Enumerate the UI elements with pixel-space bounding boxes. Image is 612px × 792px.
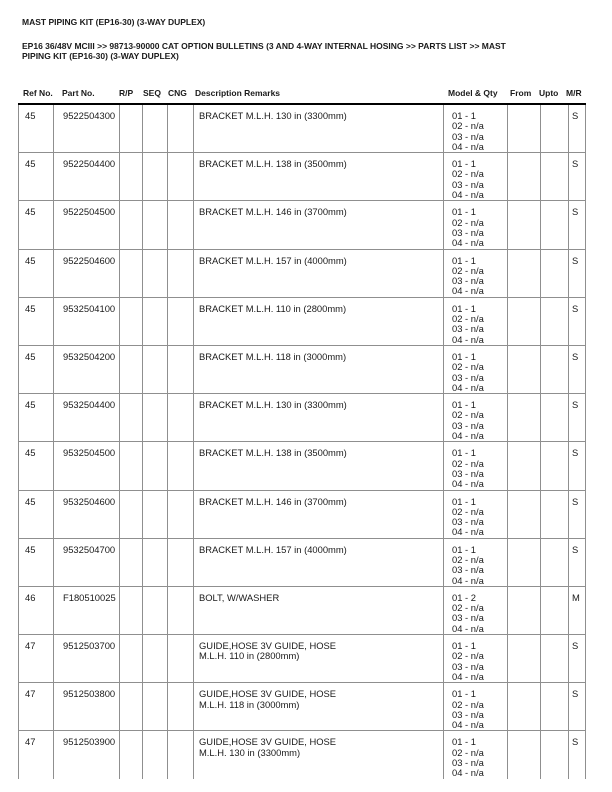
ref-no-cell: 45 xyxy=(19,201,54,249)
ref-no-cell: 47 xyxy=(19,635,54,683)
rp-cell xyxy=(120,635,143,683)
description-cell xyxy=(194,153,444,201)
from-cell xyxy=(508,490,541,538)
seq-cell xyxy=(143,345,168,393)
ref-no-cell: 45 xyxy=(19,490,54,538)
mr-cell: S xyxy=(569,683,586,731)
rp-cell xyxy=(120,683,143,731)
model-qty-cell xyxy=(444,297,508,345)
model-qty-cell xyxy=(444,635,508,683)
from-cell xyxy=(508,442,541,490)
model-qty-line: 01 - 1 xyxy=(452,350,476,362)
part-no-cell: 9522504400 xyxy=(54,153,120,201)
ref-no-cell: 45 xyxy=(19,104,54,153)
description-line: GUIDE,HOSE 3V GUIDE, HOSE xyxy=(199,736,337,748)
table-row xyxy=(19,683,586,731)
model-qty-line: 01 - 1 xyxy=(452,254,476,266)
description-cell xyxy=(194,586,444,634)
model-qty-line: 04 - n/a xyxy=(452,237,484,249)
cng-cell xyxy=(168,586,194,634)
parts-table xyxy=(18,103,586,779)
rp-cell xyxy=(120,731,143,779)
model-qty-line: 03 - n/a xyxy=(452,275,484,287)
from-cell xyxy=(508,538,541,586)
model-qty-line: 04 - n/a xyxy=(452,381,484,393)
model-qty-line: 03 - n/a xyxy=(452,226,484,238)
column-header-rp: R/P xyxy=(119,88,134,98)
cng-cell xyxy=(168,201,194,249)
description-cell xyxy=(194,201,444,249)
model-qty-cell xyxy=(444,153,508,201)
upto-cell xyxy=(541,442,569,490)
part-no-cell: 9512503700 xyxy=(54,635,120,683)
model-qty-line: 04 - n/a xyxy=(452,333,484,345)
ref-no-cell: 45 xyxy=(19,153,54,201)
description-cell xyxy=(194,731,444,779)
model-qty-line: 03 - n/a xyxy=(452,419,484,431)
mr-cell: M xyxy=(569,586,586,634)
cng-cell xyxy=(168,297,194,345)
description-line: BRACKET M.L.H. 130 in (3300mm) xyxy=(199,110,347,121)
part-no-cell: 9532504400 xyxy=(54,394,120,442)
model-qty-line: 04 - n/a xyxy=(452,478,484,490)
model-qty-line: 03 - n/a xyxy=(452,467,484,479)
model-qty-line: 02 - n/a xyxy=(452,313,484,325)
description-cell xyxy=(194,249,444,297)
upto-cell xyxy=(541,297,569,345)
from-cell xyxy=(508,153,541,201)
model-qty-line: 02 - n/a xyxy=(452,120,484,132)
seq-cell xyxy=(143,538,168,586)
description-cell xyxy=(194,683,444,731)
column-header-description: Description Remarks xyxy=(195,88,281,98)
description-cell xyxy=(194,297,444,345)
part-no-cell: 9532504600 xyxy=(54,490,120,538)
part-no-cell: 9532504500 xyxy=(54,442,120,490)
mr-cell: S xyxy=(569,490,586,538)
description-line: BRACKET M.L.H. 157 in (4000mm) xyxy=(199,543,347,555)
from-cell xyxy=(508,249,541,297)
model-qty-line: 04 - n/a xyxy=(452,430,484,442)
table-row xyxy=(19,201,586,249)
model-qty-line: 02 - n/a xyxy=(452,505,484,517)
model-qty-line: 04 - n/a xyxy=(452,189,484,201)
model-qty-line: 04 - n/a xyxy=(452,140,484,152)
model-qty-cell xyxy=(444,490,508,538)
model-qty-line: 03 - n/a xyxy=(452,323,484,335)
upto-cell xyxy=(541,683,569,731)
table-row xyxy=(19,345,586,393)
description-line: M.L.H. 110 in (2800mm) xyxy=(199,650,300,662)
from-cell xyxy=(508,297,541,345)
description-line: GUIDE,HOSE 3V GUIDE, HOSE xyxy=(199,640,337,652)
model-qty-line: 03 - n/a xyxy=(452,757,484,769)
part-no-cell: 9512503900 xyxy=(54,731,120,779)
page-title: MAST PIPING KIT (EP16-30) (3-WAY DUPLEX) xyxy=(22,17,206,27)
model-qty-line: 01 - 1 xyxy=(452,688,476,700)
cng-cell xyxy=(168,731,194,779)
seq-cell xyxy=(143,153,168,201)
description-cell xyxy=(194,635,444,683)
rp-cell xyxy=(120,586,143,634)
cng-cell xyxy=(168,538,194,586)
model-qty-cell xyxy=(444,538,508,586)
model-qty-line: 02 - n/a xyxy=(452,698,484,710)
description-cell xyxy=(194,104,444,153)
column-header-mr: M/R xyxy=(566,88,582,98)
description-line: GUIDE,HOSE 3V GUIDE, HOSE xyxy=(199,688,337,700)
upto-cell xyxy=(541,201,569,249)
model-qty-cell xyxy=(444,442,508,490)
model-qty-cell xyxy=(444,683,508,731)
ref-no-cell: 47 xyxy=(19,731,54,779)
description-line: M.L.H. 130 in (3300mm) xyxy=(199,746,301,758)
mr-cell: S xyxy=(569,345,586,393)
cng-cell xyxy=(168,490,194,538)
model-qty-line: 01 - 1 xyxy=(452,543,476,555)
model-qty-line: 04 - n/a xyxy=(452,622,484,634)
rp-cell xyxy=(120,538,143,586)
from-cell xyxy=(508,104,541,153)
model-qty-line: 01 - 1 xyxy=(452,110,476,121)
upto-cell xyxy=(541,104,569,153)
model-qty-line: 03 - n/a xyxy=(452,371,484,383)
description-cell xyxy=(194,394,444,442)
column-header-ref-no: Ref No. xyxy=(23,88,53,98)
cng-cell xyxy=(168,104,194,153)
model-qty-line: 02 - n/a xyxy=(452,216,484,228)
ref-no-cell: 45 xyxy=(19,538,54,586)
ref-no-cell: 45 xyxy=(19,297,54,345)
upto-cell xyxy=(541,394,569,442)
model-qty-line: 02 - n/a xyxy=(452,602,484,614)
description-line: BRACKET M.L.H. 146 in (3700mm) xyxy=(199,495,347,507)
description-line: BRACKET M.L.H. 110 in (2800mm) xyxy=(199,302,347,314)
rp-cell xyxy=(120,394,143,442)
seq-cell xyxy=(143,249,168,297)
table-row xyxy=(19,490,586,538)
model-qty-line: 01 - 2 xyxy=(452,591,476,603)
upto-cell xyxy=(541,635,569,683)
table-row xyxy=(19,394,586,442)
model-qty-line: 03 - n/a xyxy=(452,660,484,672)
model-qty-line: 04 - n/a xyxy=(452,767,484,779)
seq-cell xyxy=(143,201,168,249)
model-qty-line: 04 - n/a xyxy=(452,719,484,731)
part-no-cell: 9512503800 xyxy=(54,683,120,731)
model-qty-line: 02 - n/a xyxy=(452,457,484,469)
description-line: BRACKET M.L.H. 157 in (4000mm) xyxy=(199,254,347,266)
seq-cell xyxy=(143,490,168,538)
mr-cell: S xyxy=(569,538,586,586)
table-row xyxy=(19,586,586,634)
description-line: BOLT, W/WASHER xyxy=(199,591,280,603)
description-cell xyxy=(194,442,444,490)
cng-cell xyxy=(168,683,194,731)
mr-cell: S xyxy=(569,394,586,442)
mr-cell: S xyxy=(569,153,586,201)
model-qty-cell xyxy=(444,586,508,634)
seq-cell xyxy=(143,683,168,731)
upto-cell xyxy=(541,249,569,297)
upto-cell xyxy=(541,538,569,586)
from-cell xyxy=(508,635,541,683)
table-row xyxy=(19,297,586,345)
column-header-model-qty: Model & Qty xyxy=(448,88,498,98)
mr-cell: S xyxy=(569,635,586,683)
description-cell xyxy=(194,490,444,538)
model-qty-cell xyxy=(444,201,508,249)
ref-no-cell: 45 xyxy=(19,249,54,297)
part-no-cell: F180510025 xyxy=(54,586,120,634)
rp-cell xyxy=(120,442,143,490)
rp-cell xyxy=(120,201,143,249)
from-cell xyxy=(508,201,541,249)
cng-cell xyxy=(168,635,194,683)
description-line: BRACKET M.L.H. 146 in (3700mm) xyxy=(199,206,347,218)
seq-cell xyxy=(143,635,168,683)
breadcrumb: EP16 36/48V MCIII >> 98713-90000 CAT OPTION BULLETINS (3 AND 4-WAY INTERNAL HOSING >> PARTS LIST >> MAST PIPING KIT (EP16-30) (3-WAY DUPLEX) xyxy=(22,41,506,62)
description-line: BRACKET M.L.H. 118 in (3000mm) xyxy=(199,350,347,362)
table-row xyxy=(19,104,586,153)
ref-no-cell: 45 xyxy=(19,442,54,490)
model-qty-cell xyxy=(444,345,508,393)
model-qty-line: 02 - n/a xyxy=(452,650,484,662)
cng-cell xyxy=(168,249,194,297)
table-row xyxy=(19,635,586,683)
rp-cell xyxy=(120,345,143,393)
ref-no-cell: 46 xyxy=(19,586,54,634)
column-header-seq: SEQ xyxy=(143,88,161,98)
table-row xyxy=(19,442,586,490)
rp-cell xyxy=(120,490,143,538)
upto-cell xyxy=(541,731,569,779)
model-qty-cell xyxy=(444,394,508,442)
from-cell xyxy=(508,345,541,393)
description-line: BRACKET M.L.H. 138 in (3500mm) xyxy=(199,158,347,170)
model-qty-line: 01 - 1 xyxy=(452,399,476,411)
model-qty-line: 03 - n/a xyxy=(452,708,484,720)
model-qty-cell xyxy=(444,731,508,779)
description-line: BRACKET M.L.H. 130 in (3300mm) xyxy=(199,399,347,411)
column-header-part-no: Part No. xyxy=(62,88,95,98)
model-qty-line: 01 - 1 xyxy=(452,736,476,748)
table-row xyxy=(19,249,586,297)
mr-cell: S xyxy=(569,442,586,490)
from-cell xyxy=(508,586,541,634)
part-no-cell: 9532504100 xyxy=(54,297,120,345)
model-qty-line: 02 - n/a xyxy=(452,746,484,758)
model-qty-cell xyxy=(444,104,508,153)
description-line: BRACKET M.L.H. 138 in (3500mm) xyxy=(199,447,347,459)
description-cell xyxy=(194,538,444,586)
model-qty-line: 01 - 1 xyxy=(452,447,476,459)
seq-cell xyxy=(143,297,168,345)
part-no-cell: 9532504200 xyxy=(54,345,120,393)
model-qty-line: 01 - 1 xyxy=(452,158,476,170)
model-qty-line: 01 - 1 xyxy=(452,640,476,652)
model-qty-line: 04 - n/a xyxy=(452,670,484,682)
mr-cell: S xyxy=(569,297,586,345)
description-cell xyxy=(194,345,444,393)
upto-cell xyxy=(541,153,569,201)
ref-no-cell: 45 xyxy=(19,345,54,393)
rp-cell xyxy=(120,153,143,201)
rp-cell xyxy=(120,104,143,153)
upto-cell xyxy=(541,490,569,538)
ref-no-cell: 45 xyxy=(19,394,54,442)
table-row xyxy=(19,538,586,586)
part-no-cell: 9522504600 xyxy=(54,249,120,297)
from-cell xyxy=(508,731,541,779)
column-header-cng: CNG xyxy=(168,88,187,98)
seq-cell xyxy=(143,104,168,153)
from-cell xyxy=(508,683,541,731)
model-qty-line: 03 - n/a xyxy=(452,564,484,576)
model-qty-line: 03 - n/a xyxy=(452,178,484,190)
part-no-cell: 9532504700 xyxy=(54,538,120,586)
upto-cell xyxy=(541,586,569,634)
seq-cell xyxy=(143,731,168,779)
seq-cell xyxy=(143,394,168,442)
model-qty-line: 01 - 1 xyxy=(452,302,476,314)
ref-no-cell: 47 xyxy=(19,683,54,731)
rp-cell xyxy=(120,297,143,345)
from-cell xyxy=(508,394,541,442)
model-qty-line: 02 - n/a xyxy=(452,553,484,565)
seq-cell xyxy=(143,442,168,490)
model-qty-line: 01 - 1 xyxy=(452,495,476,507)
mr-cell: S xyxy=(569,104,586,153)
cng-cell xyxy=(168,442,194,490)
rp-cell xyxy=(120,249,143,297)
model-qty-line: 04 - n/a xyxy=(452,526,484,538)
part-no-cell: 9522504500 xyxy=(54,201,120,249)
model-qty-line: 02 - n/a xyxy=(452,264,484,276)
model-qty-line: 04 - n/a xyxy=(452,285,484,297)
model-qty-line: 01 - 1 xyxy=(452,206,476,218)
cng-cell xyxy=(168,153,194,201)
model-qty-line: 02 - n/a xyxy=(452,409,484,421)
column-header-upto: Upto xyxy=(539,88,559,98)
model-qty-line: 02 - n/a xyxy=(452,168,484,180)
cng-cell xyxy=(168,345,194,393)
table-column-headers xyxy=(0,88,612,100)
seq-cell xyxy=(143,586,168,634)
mr-cell: S xyxy=(569,201,586,249)
mr-cell: S xyxy=(569,249,586,297)
model-qty-line: 03 - n/a xyxy=(452,612,484,624)
cng-cell xyxy=(168,394,194,442)
model-qty-line: 02 - n/a xyxy=(452,361,484,373)
model-qty-line: 03 - n/a xyxy=(452,130,484,142)
model-qty-line: 04 - n/a xyxy=(452,574,484,586)
column-header-from: From xyxy=(510,88,532,98)
upto-cell xyxy=(541,345,569,393)
model-qty-line: 03 - n/a xyxy=(452,516,484,528)
model-qty-cell xyxy=(444,249,508,297)
table-row xyxy=(19,731,586,779)
table-row xyxy=(19,153,586,201)
mr-cell: S xyxy=(569,731,586,779)
description-line: M.L.H. 118 in (3000mm) xyxy=(199,698,300,710)
part-no-cell: 9522504300 xyxy=(54,104,120,153)
